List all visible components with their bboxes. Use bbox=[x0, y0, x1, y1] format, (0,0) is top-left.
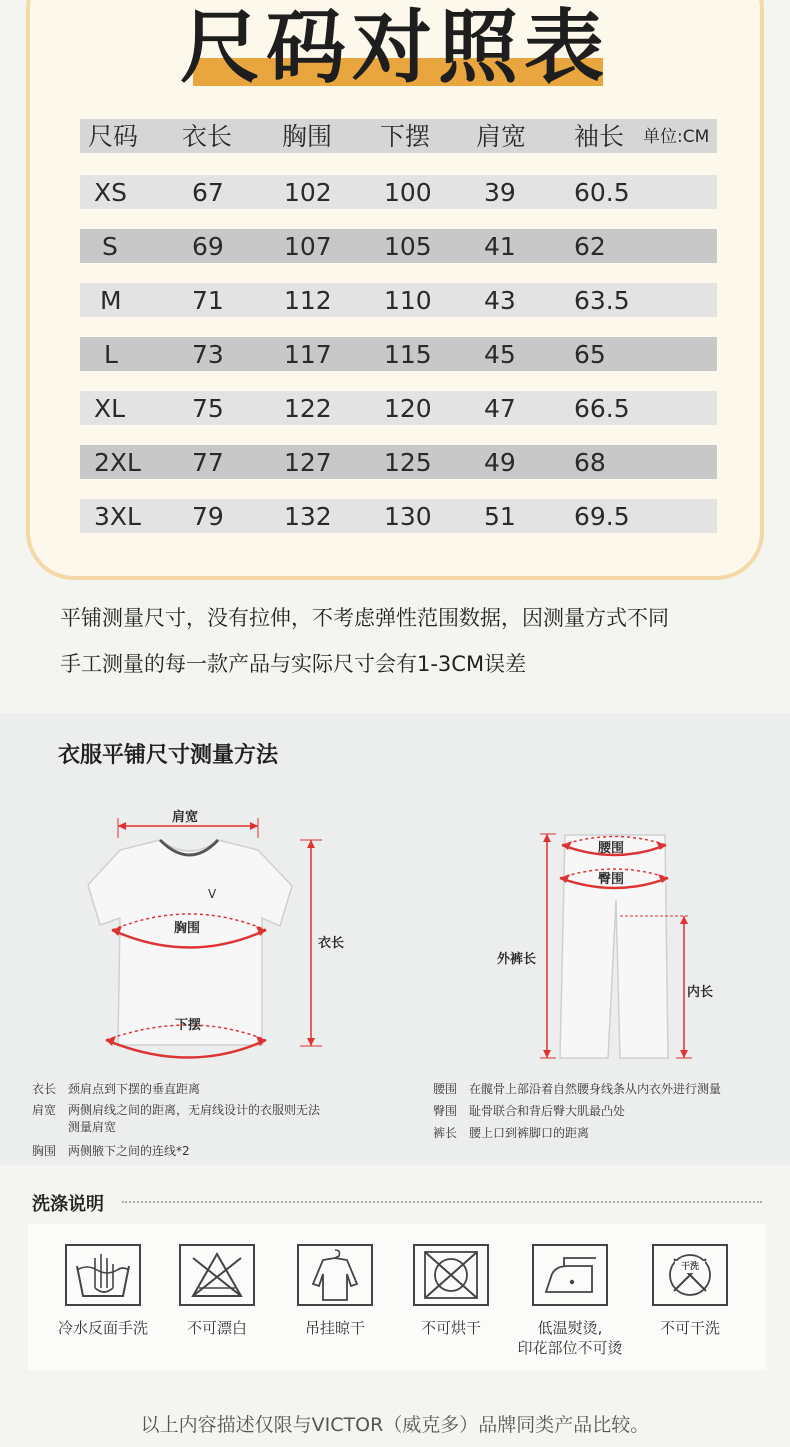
table-row bbox=[80, 175, 717, 209]
table-cell: 69 bbox=[192, 232, 224, 261]
table-row bbox=[80, 445, 717, 479]
header-cell: 下摆 bbox=[380, 122, 431, 151]
label-outseam: 外裤长 bbox=[497, 952, 537, 967]
wash-label bbox=[500, 1318, 640, 1358]
table-header-row bbox=[80, 119, 717, 153]
table-cell: 107 bbox=[284, 232, 332, 261]
definition-row bbox=[32, 1100, 320, 1119]
wash-label: 冷水反面手洗 bbox=[57, 1319, 148, 1337]
definition-term: 腰围 bbox=[433, 1082, 458, 1096]
wash-label: 吊挂晾干 bbox=[304, 1319, 365, 1337]
table-cell: 130 bbox=[384, 502, 432, 531]
table-cell: 68 bbox=[574, 448, 606, 477]
label-inseam: 内长 bbox=[687, 985, 714, 1000]
table-cell: 112 bbox=[284, 286, 332, 315]
title-block bbox=[0, 0, 790, 100]
hang-dry-icon bbox=[297, 1244, 373, 1306]
label-waist: 腰围 bbox=[598, 841, 625, 856]
table-cell: 66.5 bbox=[574, 394, 630, 423]
table-cell: 125 bbox=[384, 448, 432, 477]
table-cell: 122 bbox=[284, 394, 332, 423]
wash-item bbox=[280, 1244, 390, 1338]
wash-label: 不可烘干 bbox=[420, 1319, 481, 1337]
table-cell: 62 bbox=[574, 232, 606, 261]
low-iron-icon bbox=[532, 1244, 608, 1306]
no-bleach-icon bbox=[179, 1244, 255, 1306]
wash-label: 不可漂白 bbox=[186, 1319, 247, 1337]
dry-clean-badge: 干洗 bbox=[675, 1261, 705, 1273]
header-cell: 胸围 bbox=[282, 122, 333, 151]
definition-desc: 在髋骨上部沿着自然腰身线条从内衣外进行测量 bbox=[469, 1082, 722, 1096]
wash-title: 洗涤说明 bbox=[32, 1194, 104, 1215]
definition-row bbox=[433, 1122, 721, 1144]
table-row bbox=[80, 337, 717, 371]
pants-definitions bbox=[433, 1078, 721, 1144]
header-cell: 衣长 bbox=[182, 122, 233, 151]
table-cell: 75 bbox=[192, 394, 224, 423]
table-cell: 120 bbox=[384, 394, 432, 423]
definition-term: 胸围 bbox=[32, 1144, 57, 1158]
wash-item bbox=[635, 1244, 745, 1338]
measure-note-line-2: 手工测量的每一款产品与实际尺寸会有1-3CM误差 bbox=[60, 652, 527, 676]
table-cell: 47 bbox=[484, 394, 516, 423]
definition-desc: 两侧腋下之间的连线*2 bbox=[68, 1144, 190, 1158]
table-cell: 43 bbox=[484, 286, 516, 315]
page-title: 尺码对照表 bbox=[180, 1, 610, 94]
table-cell: 132 bbox=[284, 502, 332, 531]
definition-row bbox=[32, 1119, 320, 1140]
wash-item bbox=[162, 1244, 272, 1338]
table-cell: 105 bbox=[384, 232, 432, 261]
table-cell: 110 bbox=[384, 286, 432, 315]
table-cell: 115 bbox=[384, 340, 432, 369]
table-cell: 69.5 bbox=[574, 502, 630, 531]
table-cell: 79 bbox=[192, 502, 224, 531]
table-cell: 39 bbox=[484, 178, 516, 207]
table-cell: M bbox=[100, 286, 122, 315]
definition-row bbox=[433, 1100, 721, 1122]
measure-note-line-1: 平铺测量尺寸，没有拉伸，不考虑弹性范围数据，因测量方式不同 bbox=[60, 606, 669, 630]
table-cell: 127 bbox=[284, 448, 332, 477]
table-row bbox=[80, 499, 717, 533]
wash-divider bbox=[122, 1201, 762, 1203]
table-cell: 65 bbox=[574, 340, 606, 369]
no-tumble-dry-icon bbox=[413, 1244, 489, 1306]
table-cell: 2XL bbox=[94, 448, 141, 477]
header-cell: 尺码 bbox=[88, 122, 139, 151]
definition-desc: 两侧肩线之间的距离，无肩线设计的衣服则无法 bbox=[68, 1103, 321, 1117]
label-hem: 下摆 bbox=[175, 1018, 202, 1033]
measurement-diagram bbox=[0, 790, 790, 1090]
table-cell: 49 bbox=[484, 448, 516, 477]
wash-label-line-2: 印花部位不可烫 bbox=[517, 1339, 623, 1357]
table-row bbox=[80, 283, 717, 317]
definition-term: 裤长 bbox=[433, 1126, 458, 1140]
label-length: 衣长 bbox=[318, 936, 345, 951]
definition-row bbox=[433, 1078, 721, 1100]
wash-item bbox=[48, 1244, 158, 1338]
table-cell: S bbox=[102, 232, 118, 261]
footer-disclaimer: 以上内容描述仅限与VICTOR（威克多）品牌同类产品比较。 bbox=[140, 1414, 650, 1436]
definition-desc: 颈肩点到下摆的垂直距离 bbox=[68, 1082, 201, 1096]
table-cell: 73 bbox=[192, 340, 224, 369]
header-cell: 肩宽 bbox=[476, 122, 527, 151]
definition-desc: 耻骨联合和背后臀大肌最凸处 bbox=[469, 1104, 626, 1118]
definition-row bbox=[32, 1078, 320, 1100]
measure-method-title: 衣服平铺尺寸测量方法 bbox=[58, 743, 279, 768]
label-shoulder: 肩宽 bbox=[172, 810, 199, 825]
table-cell: 67 bbox=[192, 178, 224, 207]
definition-term: 臀围 bbox=[433, 1104, 458, 1118]
hand-wash-icon bbox=[65, 1244, 141, 1306]
table-cell: 102 bbox=[284, 178, 332, 207]
unit-label: 单位:CM bbox=[643, 127, 710, 147]
table-cell: XL bbox=[94, 394, 126, 423]
table-cell: 77 bbox=[192, 448, 224, 477]
label-chest: 胸围 bbox=[174, 921, 201, 936]
table-cell: 100 bbox=[384, 178, 432, 207]
wash-label: 不可干洗 bbox=[659, 1319, 720, 1337]
table-cell: 51 bbox=[484, 502, 516, 531]
no-dry-clean-icon bbox=[652, 1244, 728, 1306]
wash-item bbox=[396, 1244, 506, 1338]
table-cell: 117 bbox=[284, 340, 332, 369]
label-hip: 臀围 bbox=[598, 872, 625, 887]
table-cell: XS bbox=[94, 178, 127, 207]
table-cell: L bbox=[104, 340, 118, 369]
table-cell: 60.5 bbox=[574, 178, 630, 207]
wash-label-line-1: 低温熨烫, bbox=[537, 1319, 603, 1337]
table-row bbox=[80, 229, 717, 263]
table-cell: 63.5 bbox=[574, 286, 630, 315]
table-cell: 71 bbox=[192, 286, 224, 315]
definition-term: 衣长 bbox=[32, 1082, 57, 1096]
header-cell: 袖长 bbox=[574, 122, 625, 151]
definition-row bbox=[32, 1140, 320, 1162]
svg-text:V: V bbox=[208, 887, 217, 901]
table-cell: 41 bbox=[484, 232, 516, 261]
table-cell: 45 bbox=[484, 340, 516, 369]
definition-term: 肩宽 bbox=[32, 1103, 57, 1117]
table-row bbox=[80, 391, 717, 425]
definition-desc: 腰上口到裤脚口的距离 bbox=[469, 1126, 590, 1140]
definition-desc-cont: 测量肩宽 bbox=[68, 1120, 117, 1134]
wash-item bbox=[500, 1244, 640, 1358]
shirt-definitions bbox=[32, 1078, 320, 1162]
table-cell: 3XL bbox=[94, 502, 141, 531]
